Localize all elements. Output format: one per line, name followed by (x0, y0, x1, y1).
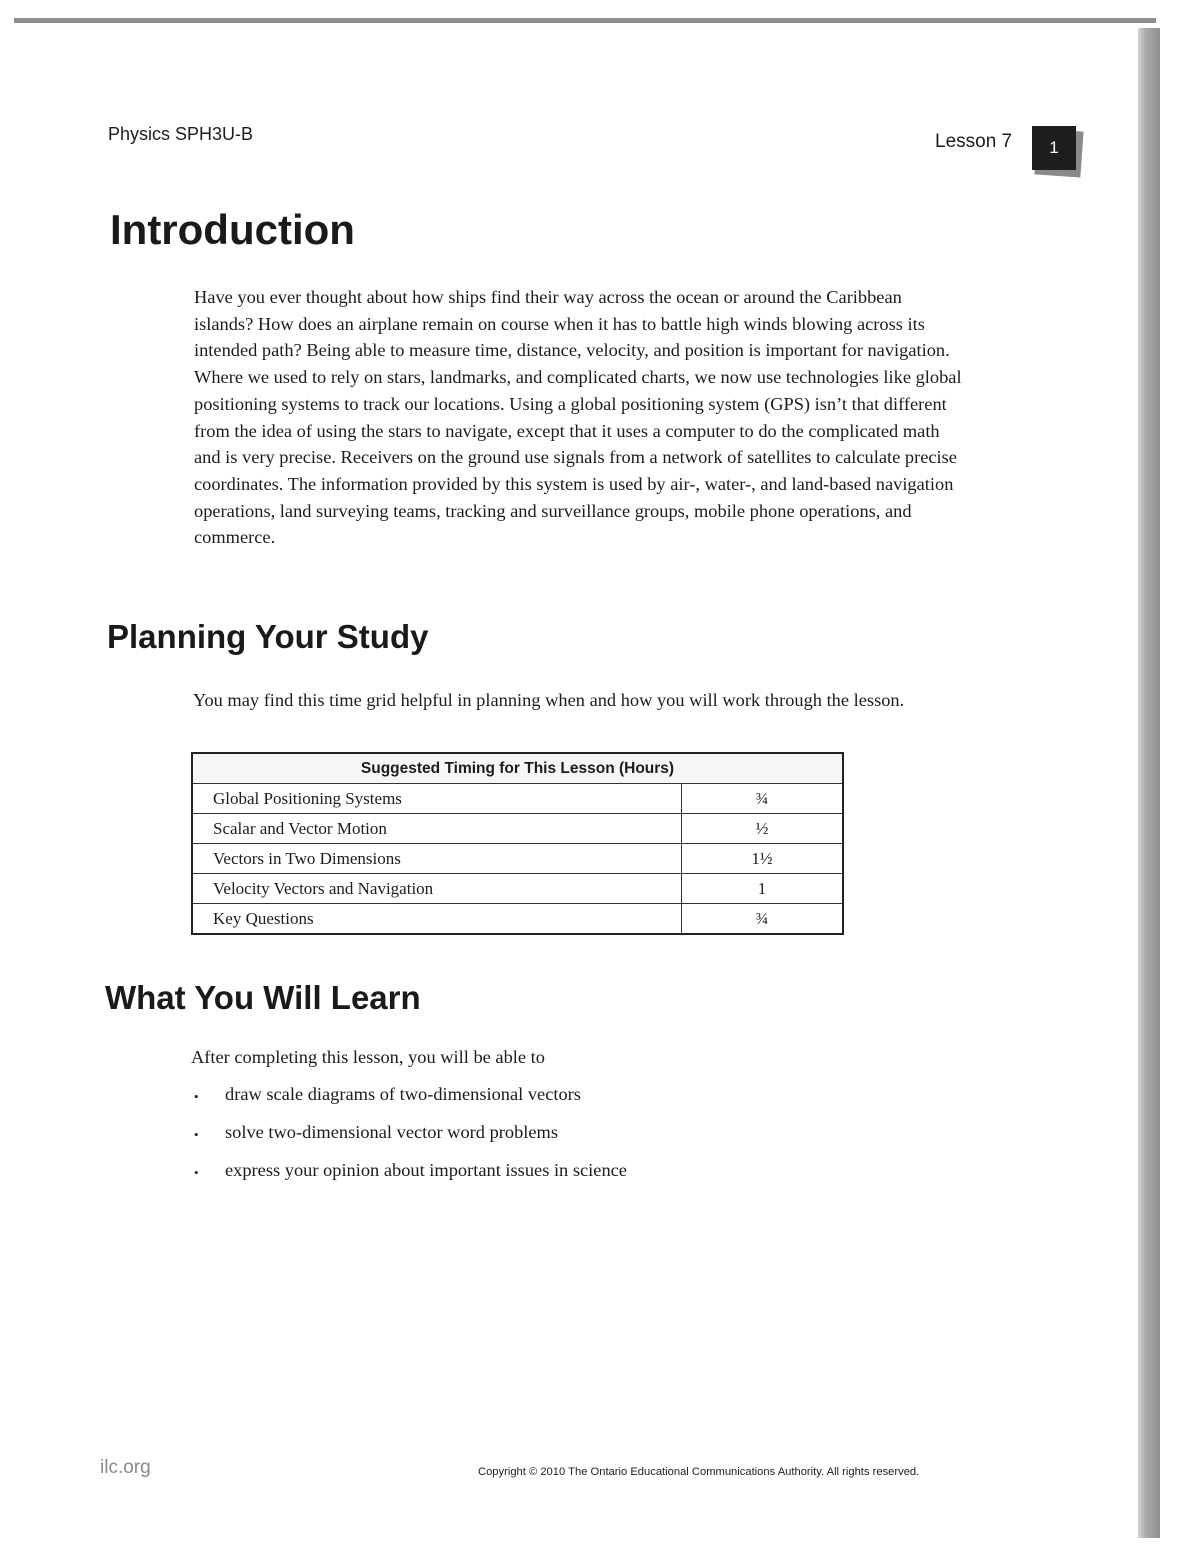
table-row (192, 874, 843, 904)
table-row (192, 844, 843, 874)
table-row (192, 784, 843, 814)
planning-paragraph: You may find this time grid helpful in planning when and how you will work through the lesson. (193, 690, 905, 710)
introduction-heading: Introduction (110, 206, 355, 253)
lesson-label: Lesson 7 (935, 131, 1013, 152)
bullet-icon: • (194, 1127, 199, 1142)
table-cell-topic: Key Questions (192, 904, 682, 935)
planning-heading: Planning Your Study (107, 618, 429, 655)
scan-edge-right (1138, 28, 1160, 1538)
timing-table-header-row (192, 753, 843, 784)
footer-copyright: Copyright © 2010 The Ontario Educational Communications Authority. All rights reserved. (478, 1466, 920, 1478)
list-item-text: draw scale diagrams of two-dimensional vectors (225, 1084, 581, 1104)
bullet-icon: • (194, 1165, 199, 1180)
course-code: Physics SPH3U-B (108, 124, 254, 144)
list-item (190, 1084, 627, 1122)
list-item-text: express your opinion about important issues in science (225, 1160, 627, 1180)
table-cell-hours: ¾ (682, 904, 844, 935)
table-cell-topic: Velocity Vectors and Navigation (192, 874, 682, 904)
learning-outcomes-list (190, 1084, 627, 1198)
list-item-text: solve two-dimensional vector word problems (225, 1122, 559, 1142)
table-cell-hours: ¾ (682, 784, 844, 814)
table-row (192, 814, 843, 844)
table-cell-hours: ½ (682, 814, 844, 844)
list-item (190, 1122, 627, 1160)
table-cell-topic: Global Positioning Systems (192, 784, 682, 814)
timing-table (191, 752, 844, 935)
list-item (190, 1160, 627, 1198)
table-cell-topic: Scalar and Vector Motion (192, 814, 682, 844)
page-number: 1 (1032, 126, 1076, 170)
learn-heading: What You Will Learn (105, 979, 421, 1016)
table-row (192, 904, 843, 935)
learn-lead: After completing this lesson, you will be able to (191, 1047, 545, 1067)
page-number-tab (1030, 124, 1084, 178)
table-cell-hours: 1½ (682, 844, 844, 874)
bullet-icon: • (194, 1089, 199, 1104)
timing-table-title: Suggested Timing for This Lesson (Hours) (192, 753, 843, 784)
footer-site: ilc.org (100, 1457, 151, 1478)
introduction-paragraph: Have you ever thought about how ships find their way across the ocean or around the Caribbean islands? How does an airplane remain on course when it has to battle high winds blowing across its intended path? Being able to measure time, distance, velocity, and position is important for navigation. Where we used to rely on stars, landmarks, and complicated charts, we now use technologies like global positioning systems to track our locations. Using a global positioning system (GPS) isn’t that different from the idea of using the stars to navigate, except that it uses a computer to do the complicated math and is very precise. Receivers on the ground use signals from a network of satellites to calculate precise coordinates. The information provided by this system is used by air-, water-, and land-based navigation operations, land surveying teams, tracking and surveillance groups, mobile phone operations, and commerce. (194, 287, 962, 548)
scan-edge-top (14, 18, 1156, 23)
table-cell-hours: 1 (682, 874, 844, 904)
table-cell-topic: Vectors in Two Dimensions (192, 844, 682, 874)
